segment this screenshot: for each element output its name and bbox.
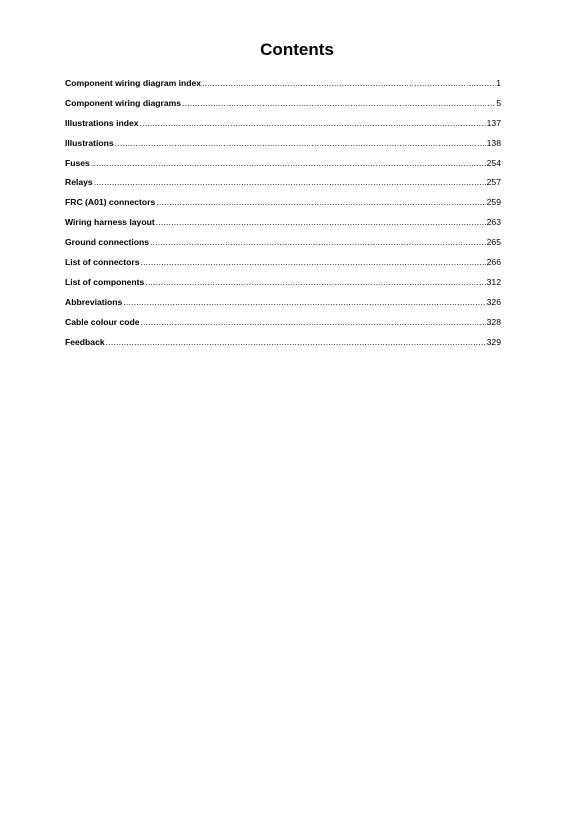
toc-leader-dots <box>141 257 486 267</box>
toc-leader-dots <box>145 277 485 287</box>
toc-leader-dots <box>123 297 485 307</box>
toc-entry-label[interactable]: Ground connections <box>65 237 150 248</box>
toc-entry-illustrations[interactable] <box>65 138 501 158</box>
toc-entry-label[interactable]: Illustrations index <box>65 117 139 128</box>
toc-entry-page[interactable]: 329 <box>486 336 501 347</box>
toc-entry-page[interactable]: 266 <box>486 257 501 268</box>
toc-entry-component-wiring-diagram-index[interactable] <box>65 78 501 98</box>
toc-entry-label[interactable]: Abbreviations <box>65 296 123 307</box>
toc-leader-dots <box>202 78 495 88</box>
toc-entry-label[interactable]: Illustrations <box>65 137 114 148</box>
toc-entry-label[interactable]: Fuses <box>65 157 90 168</box>
toc-entry-page[interactable]: 257 <box>486 177 501 188</box>
table-of-contents <box>65 78 501 356</box>
toc-entry-label[interactable]: List of connectors <box>65 257 140 268</box>
toc-entry-component-wiring-diagrams[interactable] <box>65 98 501 118</box>
toc-entry-label[interactable]: Feedback <box>65 336 105 347</box>
toc-entry-page[interactable]: 263 <box>486 217 501 228</box>
toc-entry-illustrations-index[interactable] <box>65 118 501 138</box>
toc-entry-list-of-components[interactable] <box>65 277 501 297</box>
toc-entry-cable-colour-code[interactable] <box>65 317 501 337</box>
toc-entry-page[interactable]: 138 <box>486 137 501 148</box>
toc-leader-dots <box>156 217 486 227</box>
toc-entry-fuses[interactable] <box>65 158 501 178</box>
toc-entry-page[interactable]: 5 <box>496 97 501 108</box>
toc-entry-page[interactable]: 1 <box>496 78 501 88</box>
toc-leader-dots <box>141 317 486 327</box>
toc-entry-page[interactable]: 137 <box>486 117 501 128</box>
toc-entry-page[interactable]: 326 <box>486 296 501 307</box>
toc-entry-page[interactable]: 328 <box>486 316 501 327</box>
toc-entry-label[interactable]: List of components <box>65 276 145 287</box>
toc-entry-label[interactable]: Cable colour code <box>65 316 140 327</box>
toc-entry-feedback[interactable] <box>65 337 501 357</box>
toc-entry-list-of-connectors[interactable] <box>65 257 501 277</box>
toc-entry-abbreviations[interactable] <box>65 297 501 317</box>
toc-entry-relays[interactable] <box>65 177 501 197</box>
toc-entry-label[interactable]: Component wiring diagram index <box>65 78 202 88</box>
toc-entry-wiring-harness-layout[interactable] <box>65 217 501 237</box>
toc-leader-dots <box>150 237 486 247</box>
toc-entry-page[interactable]: 254 <box>486 157 501 168</box>
toc-leader-dots <box>140 118 486 128</box>
page-title: Contents <box>260 40 334 59</box>
toc-entry-page[interactable]: 259 <box>486 197 501 208</box>
toc-entry-label[interactable]: Component wiring diagrams <box>65 97 182 108</box>
toc-entry-ground-connections[interactable] <box>65 237 501 257</box>
toc-leader-dots <box>91 158 486 168</box>
toc-leader-dots <box>94 177 486 187</box>
toc-leader-dots <box>115 138 486 148</box>
toc-entry-page[interactable]: 265 <box>486 237 501 248</box>
toc-leader-dots <box>182 98 495 108</box>
toc-entry-page[interactable]: 312 <box>486 276 501 287</box>
toc-entry-label[interactable]: Relays <box>65 177 93 188</box>
toc-leader-dots <box>156 197 485 207</box>
toc-entry-label[interactable]: Wiring harness layout <box>65 217 155 228</box>
toc-entry-frc-connectors[interactable] <box>65 197 501 217</box>
toc-entry-label[interactable]: FRC (A01) connectors <box>65 197 156 208</box>
toc-leader-dots <box>106 337 486 347</box>
